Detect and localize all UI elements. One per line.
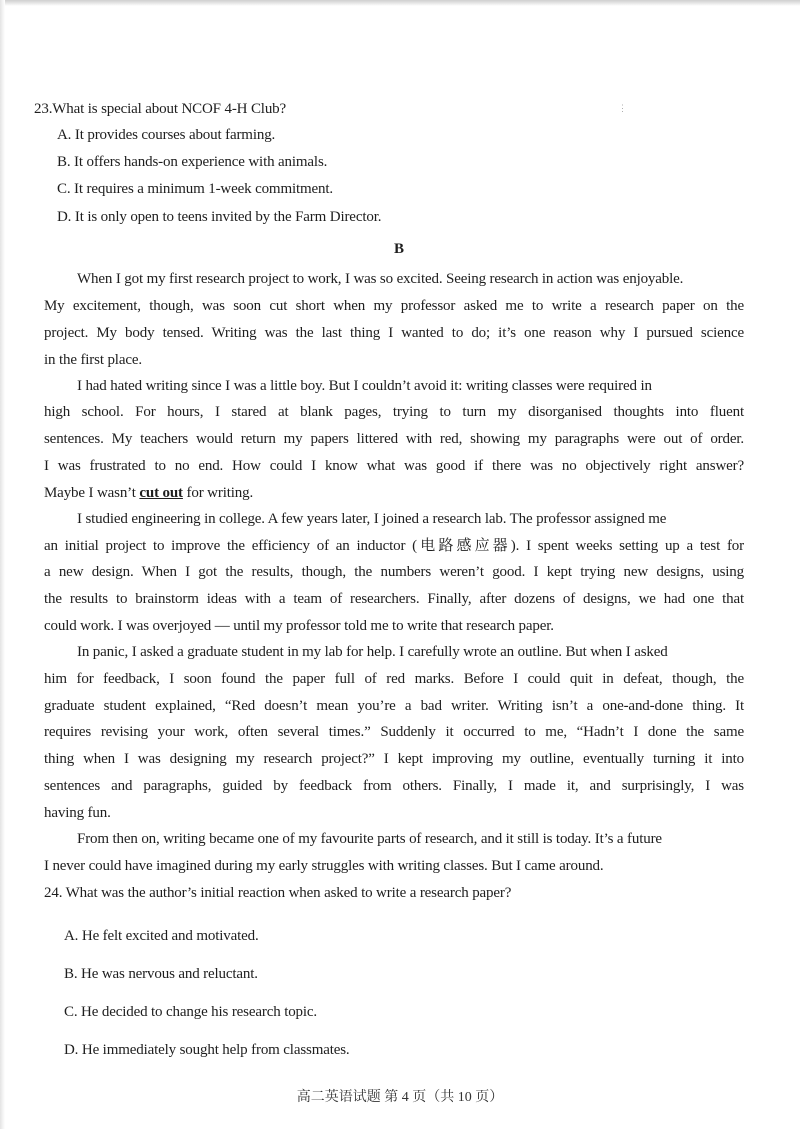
paragraph-line: having fun. (44, 805, 111, 821)
paragraph-line: graduate student explained, “Red doesn’t mean you’re a bad writer. Writing isn’t a one-and-done thing. It (44, 698, 744, 714)
paragraph-line: sentences and paragraphs, guided by feedback from others. Finally, I made it, and surprisingly, I was (44, 778, 744, 794)
underlined-phrase: cut out (139, 485, 183, 501)
question-24-stem: 24. What was the author’s initial reaction when asked to write a research paper? (44, 885, 512, 901)
passage-heading: B (394, 241, 405, 257)
paragraph-line: I studied engineering in college. A few years later, I joined a research lab. The professor assigned me (77, 511, 667, 527)
scan-speck: ⋮ (618, 103, 627, 113)
question-23-option-a: A. It provides courses about farming. (57, 127, 276, 143)
paragraph-line: in the first place. (44, 352, 142, 368)
text-after: for writing. (182, 485, 254, 501)
paragraph-line: In panic, I asked a graduate student in my lab for help. I carefully wrote an outline. But when I asked (77, 644, 668, 660)
paragraph-line: thing when I was designing my research project?” I kept improving my outline, eventually turning it into (44, 751, 744, 767)
scan-edge-top (0, 0, 800, 6)
page-footer: 高二英语试题 第 4 页（共 10 页） (296, 1090, 504, 1105)
question-24-option-d: D. He immediately sought help from classmates. (64, 1042, 350, 1058)
text-before: Maybe I wasn’t (44, 485, 140, 501)
paragraph-line: project. My body tensed. Writing was the last thing I wanted to do; it’s one reason why I pursued science (44, 325, 744, 341)
paragraph-line: I never could have imagined during my early struggles with writing classes. But I came around. (44, 858, 604, 874)
paragraph-line: a new design. When I got the results, though, the numbers weren’t good. I kept trying new designs, using (44, 564, 744, 580)
paragraph-line: My excitement, though, was soon cut short when my professor asked me to write a research paper on the (44, 298, 744, 314)
question-23-option-d: D. It is only open to teens invited by the Farm Director. (57, 209, 382, 225)
paragraph-line: him for feedback, I soon found the paper full of red marks. Before I could quit in defeat, though, the (44, 671, 744, 687)
paragraph-line: high school. For hours, I stared at blank pages, trying to turn my disorganised thoughts into fluent (44, 404, 744, 420)
question-23-option-b: B. It offers hands-on experience with animals. (57, 154, 328, 170)
question-23-option-c: C. It requires a minimum 1-week commitment. (57, 181, 333, 197)
scan-edge-left (0, 0, 5, 1129)
question-24-option-b: B. He was nervous and reluctant. (64, 966, 258, 982)
question-24-option-c: C. He decided to change his research topic. (64, 1004, 318, 1020)
paragraph-line: requires revising your work, often several times.” Suddenly it occurred to me, “Hadn’t I done the same (44, 724, 744, 740)
question-24-option-a: A. He felt excited and motivated. (64, 928, 259, 944)
paragraph-line: could work. I was overjoyed — until my professor told me to write that research paper. (44, 618, 554, 634)
paragraph-line: From then on, writing became one of my favourite parts of research, and it still is today. It’s a future (77, 831, 662, 847)
paragraph-line-last (44, 484, 253, 502)
paragraph-line: I had hated writing since I was a little boy. But I couldn’t avoid it: writing classes were required in (77, 378, 652, 394)
paragraph-line: an initial project to improve the efficiency of an inductor (电路感应器). I spent weeks setting up a test for (44, 538, 744, 554)
question-23-stem: 23.What is special about NCOF 4-H Club? (34, 101, 287, 117)
paragraph-line: When I got my first research project to work, I was so excited. Seeing research in action was enjoyable. (77, 271, 684, 287)
paragraph-line: I was frustrated to no end. How could I know what was good if there was no objectively right answer? (44, 458, 744, 474)
paragraph-line: the results to brainstorm ideas with a team of researchers. Finally, after dozens of designs, we had one that (44, 591, 744, 607)
paragraph-line: sentences. My teachers would return my papers littered with red, showing my paragraphs were out of order. (44, 431, 744, 447)
